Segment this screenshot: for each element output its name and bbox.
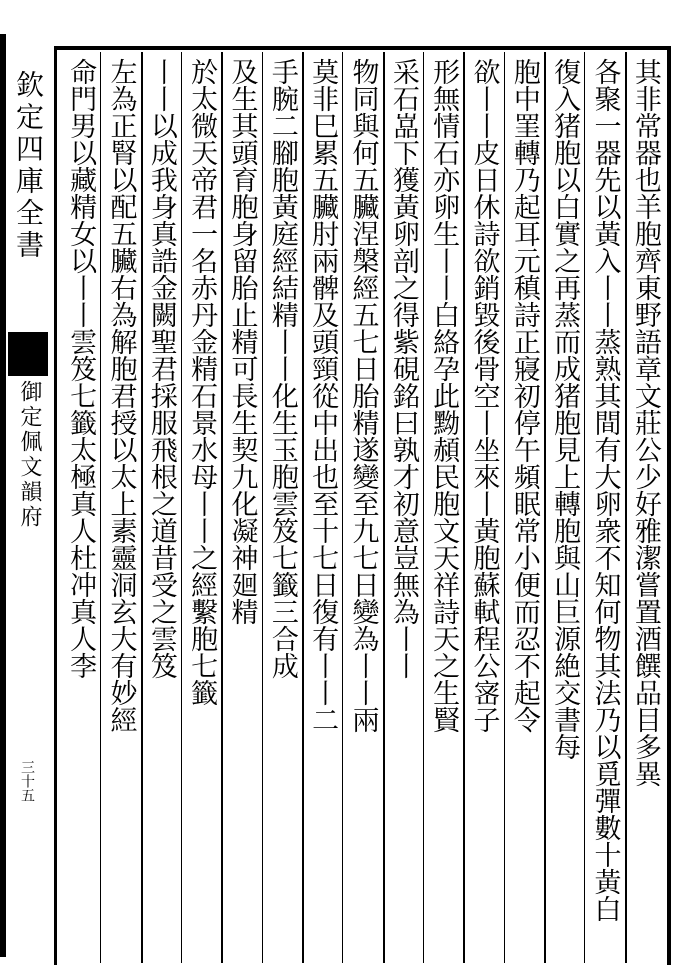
frame-left-border [54, 46, 57, 965]
text-column: 各聚一器先以黃入丨丨蒸熟其間有大卵衆不知何物其法乃以覓彈數十黃白 [589, 58, 621, 922]
fishtail-mark [8, 332, 48, 376]
column-rule [423, 52, 424, 963]
book-title: 欽定四庫全書 [12, 70, 45, 262]
text-column: 物同與何五臟涅槃經五七日胎精遂變至九七日變為丨丨兩 [347, 58, 379, 733]
column-rule [383, 52, 385, 963]
text-column: 於太微天帝君一名赤丹金精石景水母丨丨之經繫胞七籤 [186, 58, 218, 706]
column-rule [463, 52, 465, 963]
text-column: 及生其頭育胞身留胎止精可長生契九化凝神廻精 [226, 58, 258, 625]
text-column: 命門男以藏精女以丨丨雲笈七籤太極真人杜冲真人李 [65, 58, 97, 679]
text-column: 手腕二腳胞黃庭經結精丨丨化生玉胞雲笈七籤三合成 [266, 58, 298, 679]
text-column: 丨丨以成我身真誥金闕聖君採服飛根之道昔受之雲笈 [145, 58, 177, 679]
column-rule [504, 52, 505, 963]
column-rule [181, 52, 182, 963]
column-rule [625, 52, 627, 963]
column-rule [584, 52, 585, 963]
column-rule [544, 52, 546, 963]
column-rule [262, 52, 263, 963]
frame-right-border [667, 46, 671, 965]
volume-title: 御定佩文韻府 [17, 380, 42, 530]
page-number: 三十五 [19, 760, 35, 802]
text-column: 采石嵓下獲黃卵剖之得紫硯銘曰孰才初意豈無為丨丨 [387, 58, 419, 679]
page-edge-border [0, 34, 6, 957]
text-column: 復入猪胞以白實之再蒸而成猪胞見上轉胞與山巨源絶交書每 [549, 58, 581, 760]
text-column: 形無情石亦卵生丨丨白絡孕此黝頳民胞文天祥詩天之生賢 [428, 58, 460, 733]
margin-strip [8, 40, 48, 965]
frame-top-border [54, 46, 671, 50]
text-column: 胞中罣轉乃起耳元稹詩正寢初停午頻眠常小便而忍不起令 [508, 58, 540, 733]
column-rule [141, 52, 143, 963]
text-column: 左為正腎以配五臟右為解胞君授以太上素靈洞玄大有妙經 [105, 58, 137, 733]
column-rule [100, 52, 101, 963]
column-rule [342, 52, 343, 963]
column-rule [221, 52, 223, 963]
column-rule [302, 52, 304, 963]
text-column: 欲丨丨皮日休詩欲銷毀後骨空丨坐來丨黃胞蘇軾程公宻子 [468, 58, 500, 733]
text-body [60, 52, 665, 963]
text-column: 其非常器也羊胞齊東野語章文莊公少好雅潔嘗置酒饌品目多異 [629, 58, 661, 787]
text-column: 莫非巳累五臟肘兩髀及頭頸從中出也至十七日復有丨丨二 [307, 58, 339, 733]
